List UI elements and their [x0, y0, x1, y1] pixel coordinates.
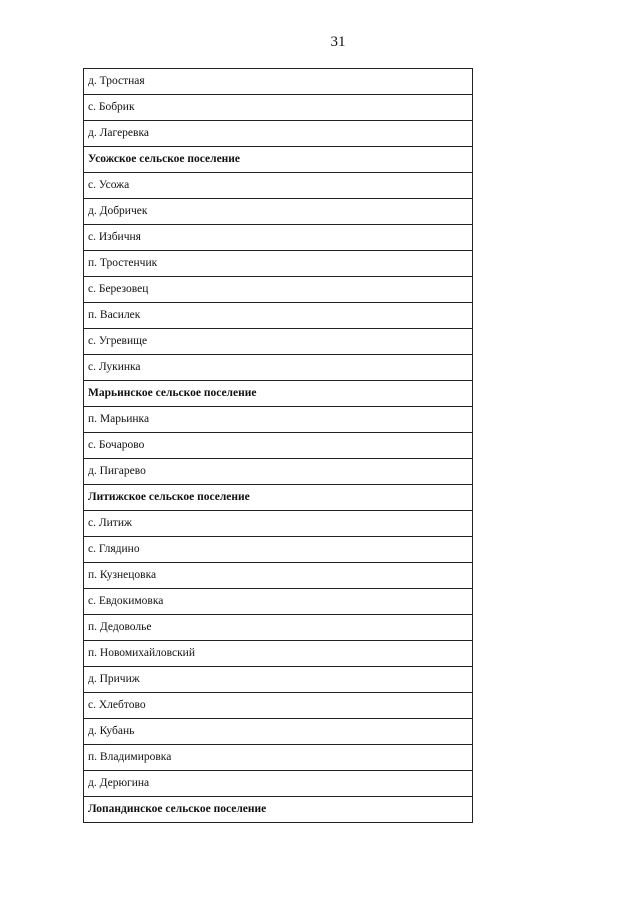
settlement-name: д. Причиж: [84, 667, 473, 693]
settlement-row: [84, 251, 473, 277]
settlement-group-heading: Лопандинское сельское поселение: [84, 797, 473, 823]
settlement-name: с. Бочарово: [84, 433, 473, 459]
settlement-group-heading-row: [84, 797, 473, 823]
settlement-name: с. Глядино: [84, 537, 473, 563]
settlement-row: [84, 511, 473, 537]
page-number: 31: [330, 34, 346, 50]
settlement-name: п. Тростенчик: [84, 251, 473, 277]
settlement-row: [84, 225, 473, 251]
settlement-group-heading: Усожское сельское поселение: [84, 147, 473, 173]
settlement-row: [84, 563, 473, 589]
settlement-row: [84, 329, 473, 355]
settlement-group-heading-row: [84, 147, 473, 173]
settlement-name: с. Березовец: [84, 277, 473, 303]
settlement-group-heading-row: [84, 485, 473, 511]
settlement-name: п. Марьинка: [84, 407, 473, 433]
settlement-name: с. Евдокимовка: [84, 589, 473, 615]
settlement-name: с. Усожа: [84, 173, 473, 199]
settlement-row: [84, 459, 473, 485]
settlement-row: [84, 199, 473, 225]
settlement-group-heading: Литижское сельское поселение: [84, 485, 473, 511]
settlement-name: д. Дерюгина: [84, 771, 473, 797]
settlement-name: д. Лагеревка: [84, 121, 473, 147]
settlement-row: [84, 693, 473, 719]
settlement-name: п. Василек: [84, 303, 473, 329]
settlement-name: с. Лукинка: [84, 355, 473, 381]
settlement-row: [84, 407, 473, 433]
settlement-row: [84, 303, 473, 329]
settlement-group-heading-row: [84, 381, 473, 407]
settlement-row: [84, 95, 473, 121]
settlement-row: [84, 537, 473, 563]
settlement-name: п. Кузнецовка: [84, 563, 473, 589]
settlement-row: [84, 277, 473, 303]
settlements-table-body: [84, 69, 473, 823]
settlements-table: [83, 68, 473, 823]
settlement-name: с. Избичня: [84, 225, 473, 251]
settlement-row: [84, 667, 473, 693]
settlement-row: [84, 745, 473, 771]
settlement-name: д. Пигарево: [84, 459, 473, 485]
settlement-row: [84, 69, 473, 95]
settlement-name: п. Дедоволье: [84, 615, 473, 641]
settlement-row: [84, 719, 473, 745]
settlement-row: [84, 433, 473, 459]
settlement-row: [84, 615, 473, 641]
settlement-row: [84, 589, 473, 615]
settlement-row: [84, 771, 473, 797]
settlement-name: с. Угревище: [84, 329, 473, 355]
settlement-name: с. Бобрик: [84, 95, 473, 121]
settlement-row: [84, 121, 473, 147]
settlement-row: [84, 355, 473, 381]
settlement-name: п. Новомихайловский: [84, 641, 473, 667]
settlement-row: [84, 173, 473, 199]
settlement-name: с. Хлебтово: [84, 693, 473, 719]
settlement-name: д. Кубань: [84, 719, 473, 745]
settlement-name: с. Литиж: [84, 511, 473, 537]
settlement-name: п. Владимировка: [84, 745, 473, 771]
settlement-group-heading: Марьинское сельское поселение: [84, 381, 473, 407]
settlement-row: [84, 641, 473, 667]
settlement-name: д. Тростная: [84, 69, 473, 95]
settlement-name: д. Добричек: [84, 199, 473, 225]
